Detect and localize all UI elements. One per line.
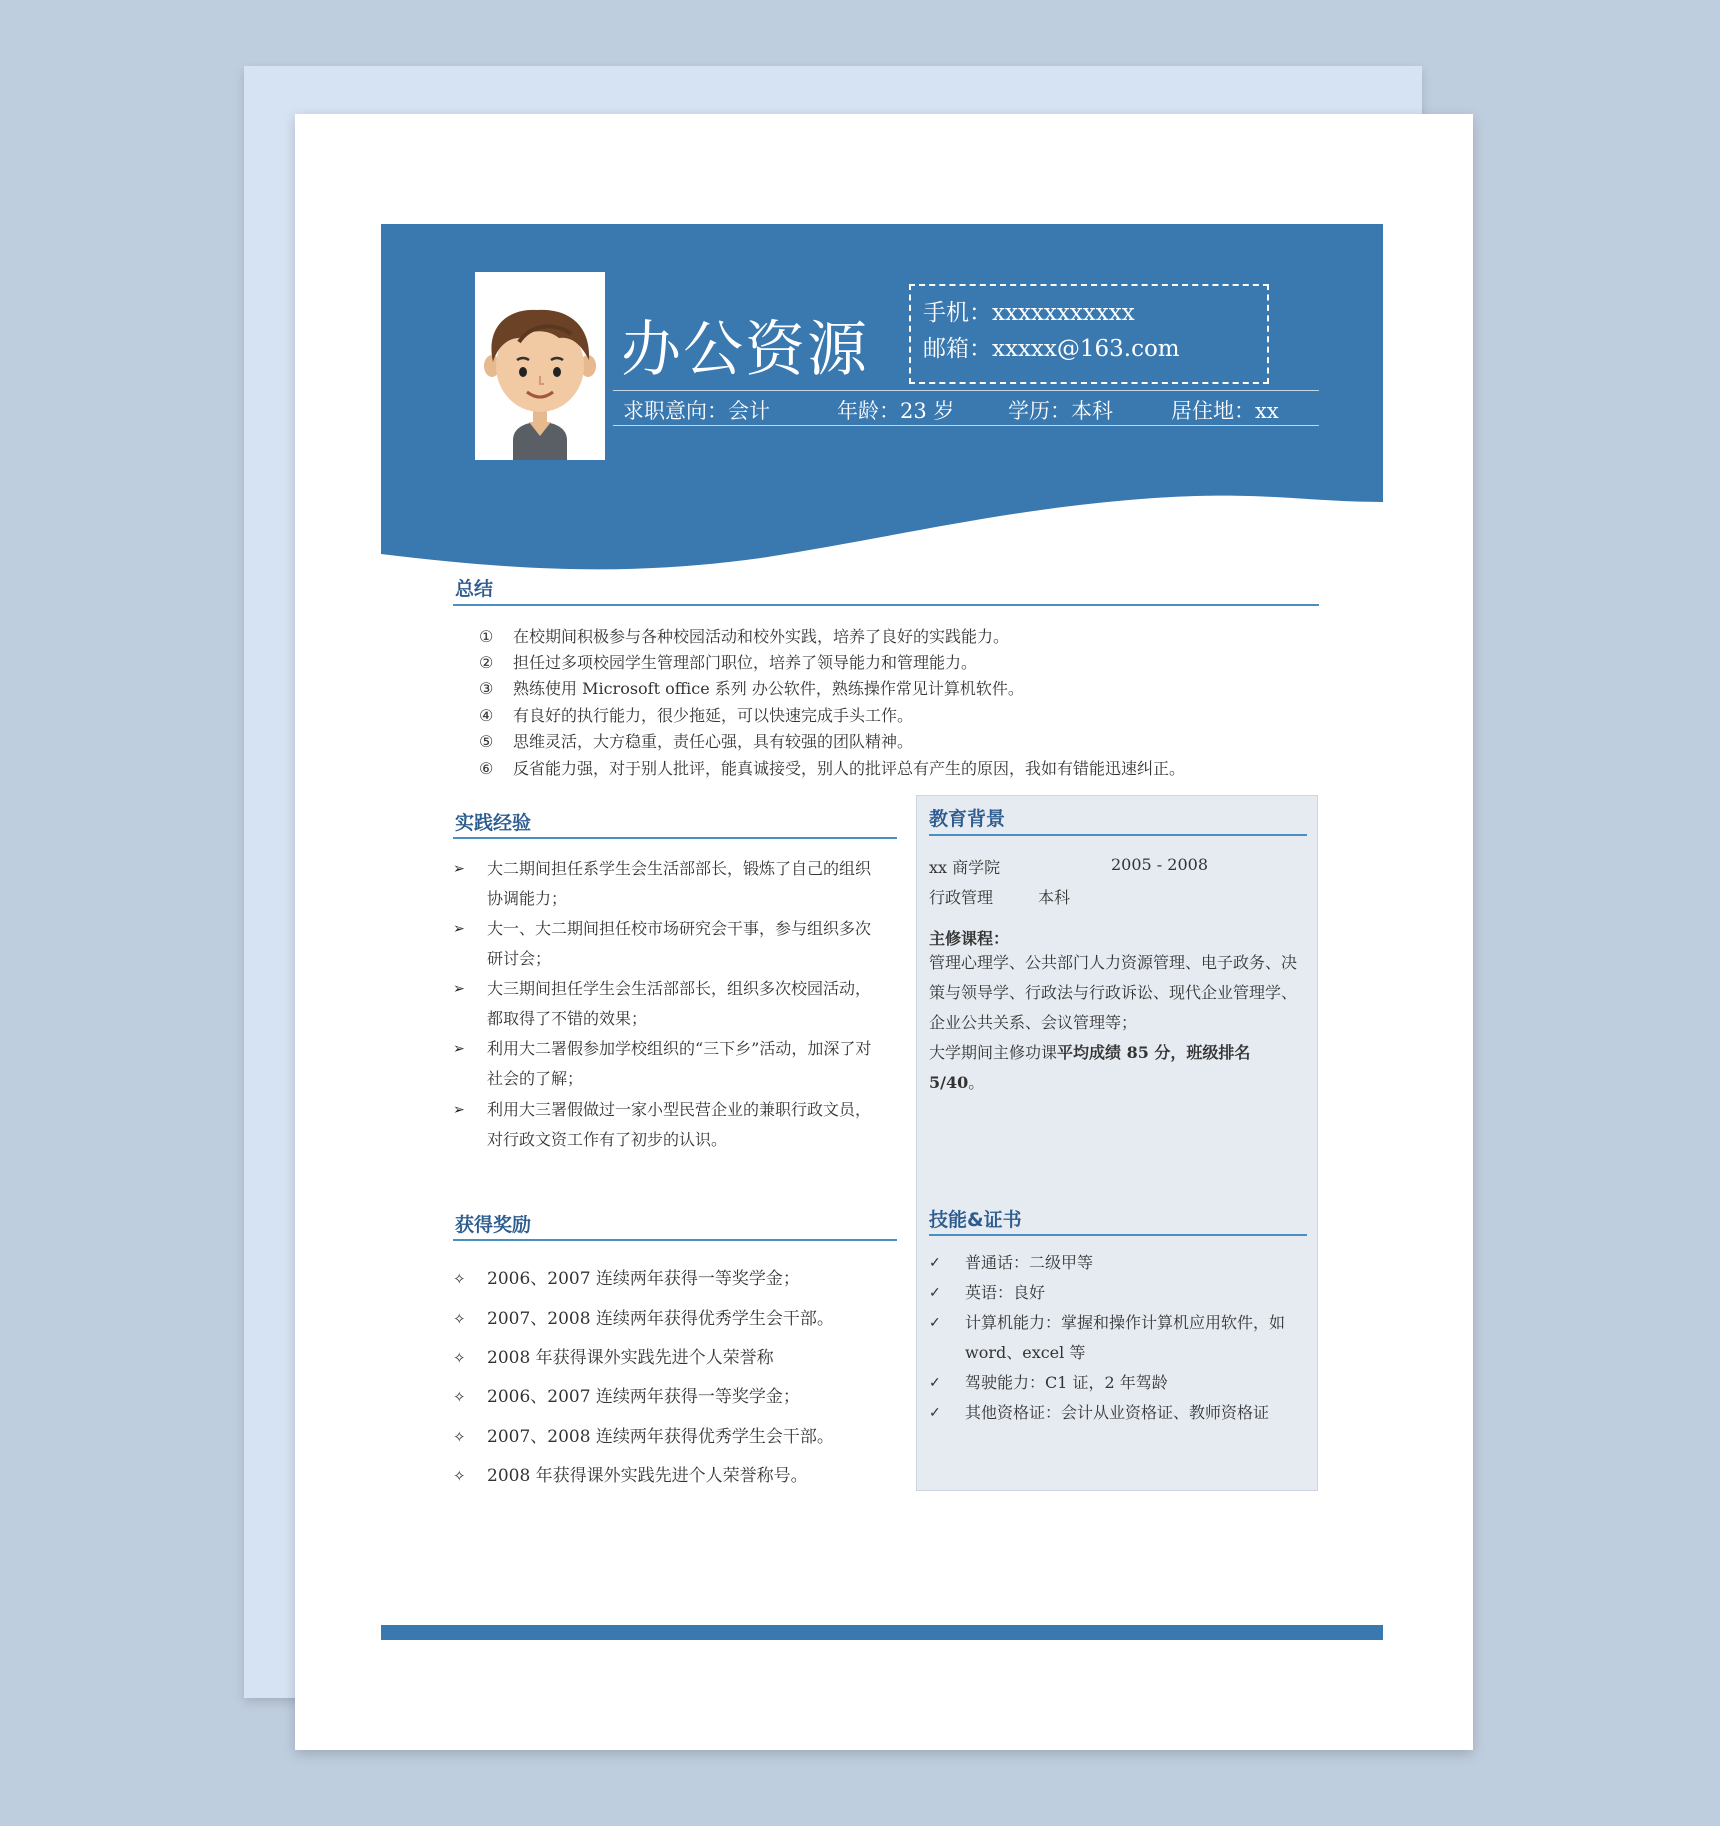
footer-bar: [381, 1625, 1383, 1640]
header-band: [381, 224, 1383, 574]
education-title: 教育背景: [929, 808, 1006, 830]
sparkle-bullet-icon: ✧: [453, 1388, 466, 1406]
arrow-bullet-icon: ➢: [453, 1102, 465, 1118]
degree: 本科: [1038, 888, 1071, 907]
arrow-bullet-icon: ➢: [453, 1041, 465, 1057]
award-item: ✧ 2006、2007 连续两年获得一等奖学金；: [453, 1269, 800, 1289]
award-item: ✧ 2008 年获得课外实践先进个人荣誉称号。: [453, 1466, 808, 1486]
summary-item: ① 在校期间积极参与各种校园活动和校外实践，培养了良好的实践能力。: [479, 627, 1010, 646]
practice-item: ➢ 大一、大二期间担任校市场研究会干事，参与组织多次研讨会；: [453, 914, 873, 974]
practice-title: 实践经验: [455, 812, 532, 834]
summary-item: ⑥ 反省能力强，对于别人批评，能真诚接受，别人的批评总有产生的原因，我如有错能迅速纠正。: [479, 759, 1186, 778]
skills-divider: [929, 1234, 1307, 1236]
practice-item: ➢ 大三期间担任学生会生活部部长，组织多次校园活动，都取得了不错的效果；: [453, 974, 873, 1034]
practice-item: ➢ 利用大三署假做过一家小型民营企业的兼职行政文员，对行政文资工作有了初步的认识。: [453, 1095, 873, 1155]
education-level: 学历：本科: [1008, 399, 1113, 423]
right-sidebar-panel: [916, 795, 1318, 1491]
school-name: xx 商学院: [929, 858, 1001, 877]
residence: 居住地：xx: [1171, 399, 1279, 423]
practice-item: ➢ 利用大二署假参加学校组织的“三下乡”活动，加深了对社会的了解；: [453, 1034, 873, 1094]
study-years: 2005 - 2008: [1111, 855, 1209, 874]
sparkle-bullet-icon: ✧: [453, 1270, 466, 1288]
email-text: 邮箱：xxxxx@163.com: [923, 336, 1180, 362]
avatar: [475, 272, 605, 460]
skill-item: ✓ 英语：良好: [929, 1278, 1309, 1308]
check-icon: ✓: [929, 1285, 941, 1301]
contact-box: [909, 284, 1269, 384]
practice-item: ➢ 大二期间担任系学生会生活部部长，锻炼了自己的组织协调能力；: [453, 854, 873, 914]
arrow-bullet-icon: ➢: [453, 921, 465, 937]
award-item: ✧ 2006、2007 连续两年获得一等奖学金；: [453, 1387, 800, 1407]
check-icon: ✓: [929, 1315, 941, 1331]
check-icon: ✓: [929, 1375, 941, 1391]
award-item: ✧ 2007、2008 连续两年获得优秀学生会干部。: [453, 1309, 834, 1329]
summary-item: ③ 熟练使用 Microsoft office 系列 办公软件，熟练操作常见计算机软件。: [479, 679, 1024, 698]
sparkle-bullet-icon: ✧: [453, 1428, 466, 1446]
major: 行政管理: [929, 888, 994, 907]
award-item: ✧ 2008 年获得课外实践先进个人荣誉称: [453, 1348, 774, 1368]
job-intent: 求职意向：会计: [623, 399, 770, 423]
arrow-bullet-icon: ➢: [453, 981, 465, 997]
summary-item: ② 担任过多项校园学生管理部门职位，培养了领导能力和管理能力。: [479, 653, 978, 672]
summary-item: ⑤ 思维灵活，大方稳重，责任心强，具有较强的团队精神。: [479, 732, 914, 751]
sparkle-bullet-icon: ✧: [453, 1349, 466, 1367]
skill-item: ✓ 其他资格证：会计从业资格证、教师资格证: [929, 1398, 1309, 1428]
candidate-name: 办公资源: [621, 315, 869, 385]
summary-item: ④ 有良好的执行能力，很少拖延，可以快速完成手头工作。: [479, 706, 914, 725]
skill-item: ✓ 计算机能力：掌握和操作计算机应用软件，如 word、excel 等: [929, 1308, 1309, 1368]
check-icon: ✓: [929, 1405, 941, 1421]
skill-item: ✓ 普通话：二级甲等: [929, 1248, 1309, 1278]
education-divider: [929, 834, 1307, 836]
skills-title: 技能&证书: [929, 1209, 1022, 1231]
practice-divider: [453, 837, 897, 839]
check-icon: ✓: [929, 1255, 941, 1271]
sparkle-bullet-icon: ✧: [453, 1467, 466, 1485]
avatar-illustration: [475, 272, 605, 460]
age: 年龄：23 岁: [837, 399, 955, 423]
awards-title: 获得奖励: [455, 1214, 532, 1236]
sparkle-bullet-icon: ✧: [453, 1310, 466, 1328]
skill-item: ✓ 驾驶能力：C1 证，2 年驾龄: [929, 1368, 1309, 1398]
summary-divider: [453, 604, 1319, 606]
resume-page: [295, 114, 1473, 1750]
basic-info-bar: [613, 390, 1319, 426]
awards-divider: [453, 1239, 897, 1241]
summary-title: 总结: [455, 578, 494, 600]
arrow-bullet-icon: ➢: [453, 861, 465, 877]
award-item: ✧ 2007、2008 连续两年获得优秀学生会干部。: [453, 1427, 834, 1447]
phone-text: 手机：xxxxxxxxxxx: [923, 300, 1135, 326]
courses-label: 主修课程：: [929, 929, 1010, 948]
courses-text: 管理心理学、公共部门人力资源管理、电子政务、决策与领导学、行政法与行政诉讼、现代企业管理学、企业公共关系、会议管理等；: [929, 953, 1298, 1032]
grade-text: 大学期间主修功课平均成绩 85 分，班级排名 5/40。: [929, 1043, 1251, 1092]
